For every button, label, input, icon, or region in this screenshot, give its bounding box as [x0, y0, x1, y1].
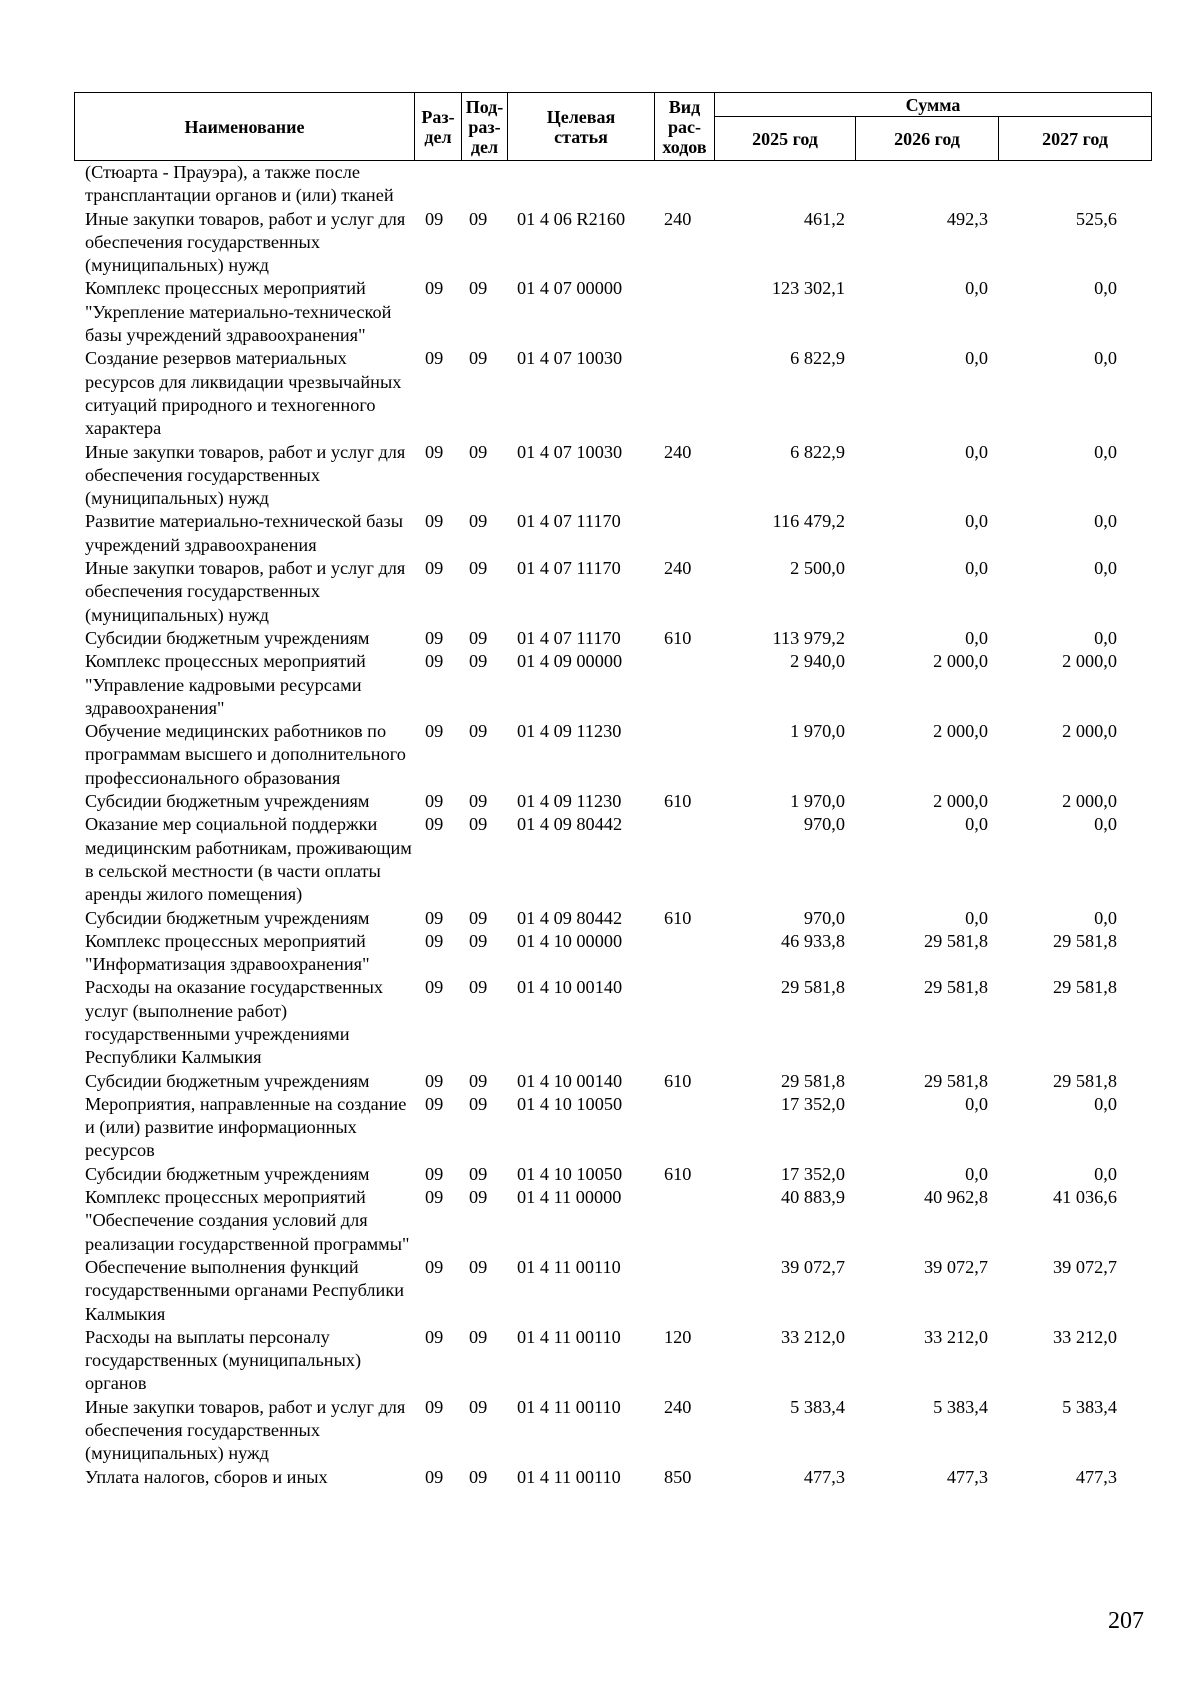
row-value-2027: 0,0: [1094, 814, 1117, 835]
row-tselevaya: 01 4 10 10050: [517, 1093, 623, 1114]
row-value-2027: 0,0: [1094, 278, 1117, 299]
row-podrazdel: 09: [469, 627, 488, 648]
row-vid: [654, 930, 714, 977]
row-razdel: 09: [425, 348, 444, 369]
header-razdel: Раз- дел: [415, 93, 462, 161]
row-value-2026: 0,0: [965, 278, 988, 299]
table-row: [74, 1466, 1151, 1489]
row-value-2025: 6 822,9: [790, 441, 845, 462]
row-podrazdel: 09: [469, 930, 488, 951]
row-value-2027: 29 581,8: [1053, 1070, 1117, 1091]
row-value-2027: 0,0: [1094, 441, 1117, 462]
row-vid: 610: [664, 1163, 692, 1184]
row-name: Обучение медицинских работников по программам высшего и дополнительного профессионального образования: [85, 721, 406, 788]
row-name: Субсидии бюджетным учреждениям: [85, 1163, 370, 1184]
row-razdel: 09: [425, 721, 444, 742]
row-value-2025: 123 302,1: [771, 278, 845, 299]
budget-table: [74, 92, 1151, 1489]
row-value-2026: 0,0: [965, 627, 988, 648]
row-podrazdel: 09: [469, 1326, 488, 1347]
row-value-2026: 39 072,7: [924, 1256, 988, 1277]
table-row: [74, 930, 1151, 977]
row-podrazdel: 09: [469, 721, 488, 742]
row-name: Иные закупки товаров, работ и услуг для обеспечения государственных (муниципальных) нужд: [85, 208, 406, 276]
row-razdel: 09: [425, 930, 444, 951]
row-value-2027: 0,0: [1094, 907, 1117, 928]
table-row: [74, 1093, 1151, 1163]
header-name: Наименование: [75, 93, 415, 161]
row-value-2027: [998, 161, 1127, 208]
row-tselevaya: 01 4 09 11230: [517, 721, 622, 742]
table-row: [74, 277, 1151, 347]
row-podrazdel: 09: [469, 348, 488, 369]
row-value-2025: 5 383,4: [790, 1396, 845, 1417]
row-name: Оказание мер социальной поддержки медицинским работникам, проживающим в сельской местности (в части оплаты аренды жилого помещения): [85, 814, 412, 905]
table-row: [74, 1186, 1151, 1256]
row-vid: [654, 1093, 714, 1163]
row-podrazdel: 09: [469, 441, 488, 462]
row-podrazdel: 09: [469, 907, 488, 928]
row-value-2025: 29 581,8: [781, 1070, 845, 1091]
row-value-2027: 33 212,0: [1053, 1326, 1117, 1347]
row-value-2025: 33 212,0: [781, 1326, 845, 1347]
row-value-2027: 0,0: [1094, 1163, 1117, 1184]
row-value-2025: 116 479,2: [772, 511, 845, 532]
row-value-2027: 477,3: [1075, 1466, 1117, 1487]
row-value-2026: 0,0: [965, 1163, 988, 1184]
header-vid: Вид рас- ходов: [655, 93, 715, 161]
row-value-2026: 492,3: [946, 208, 988, 229]
row-value-2026: 2 000,0: [933, 651, 988, 672]
row-name: Комплекс процессных мероприятий "Информатизация здравоохранения": [85, 930, 370, 975]
row-vid: [654, 650, 714, 720]
row-vid: [654, 347, 714, 440]
row-vid: 610: [664, 627, 692, 648]
row-podrazdel: 09: [469, 1466, 488, 1487]
row-value-2026: 40 962,8: [924, 1187, 988, 1208]
row-value-2026: 477,3: [946, 1466, 988, 1487]
row-name: Развитие материально-технической базы учреждений здравоохранения: [85, 511, 404, 555]
row-name: Иные закупки товаров, работ и услуг для обеспечения государственных (муниципальных) нужд: [85, 441, 406, 509]
row-vid: 610: [664, 907, 692, 928]
header-podrazdel: Под- раз- дел: [462, 93, 508, 161]
row-value-2025: 1 970,0: [790, 721, 845, 742]
page-number: 207: [1108, 1608, 1144, 1634]
table-row: [74, 208, 1151, 278]
row-podrazdel: 09: [469, 1396, 488, 1417]
row-name: Мероприятия, направленные на создание и (или) развитие информационных ресурсов: [85, 1093, 407, 1161]
header-2026: 2026 год: [856, 117, 999, 161]
row-value-2026: 0,0: [965, 348, 988, 369]
row-value-2026: 0,0: [965, 1093, 988, 1114]
row-vid: [654, 1256, 714, 1326]
row-vid: 610: [664, 791, 692, 812]
row-podrazdel: 09: [469, 1163, 488, 1184]
row-tselevaya: 01 4 11 00000: [517, 1187, 622, 1208]
row-tselevaya: 01 4 11 00110: [517, 1326, 621, 1347]
row-podrazdel: 09: [469, 1256, 488, 1277]
row-name: Комплекс процессных мероприятий "Управление кадровыми ресурсами здравоохранения": [85, 651, 366, 718]
row-tselevaya: 01 4 09 80442: [517, 907, 623, 928]
row-tselevaya: 01 4 09 11230: [517, 791, 622, 812]
row-value-2027: 39 072,7: [1053, 1256, 1117, 1277]
row-razdel: 09: [425, 1093, 444, 1114]
table-row: [74, 907, 1151, 930]
row-podrazdel: 09: [469, 651, 488, 672]
row-tselevaya: 01 4 11 00110: [517, 1396, 621, 1417]
row-value-2025: 17 352,0: [781, 1093, 845, 1114]
table-row: [74, 976, 1151, 1069]
row-name: Расходы на оказание государственных услуг (выполнение работ) государственными учреждениями Республики Калмыкия: [85, 977, 384, 1068]
row-razdel: 09: [425, 278, 444, 299]
row-value-2025: 46 933,8: [781, 930, 845, 951]
row-tselevaya: 01 4 11 00110: [517, 1256, 621, 1277]
row-podrazdel: 09: [469, 1093, 488, 1114]
row-value-2025: 2 940,0: [790, 651, 845, 672]
row-value-2027: 5 383,4: [1062, 1396, 1117, 1417]
row-razdel: 09: [425, 907, 444, 928]
row-name: Комплекс процессных мероприятий "Укрепление материально-технической базы учреждений здравоохранения": [85, 278, 392, 346]
row-name: Расходы на выплаты персоналу государственных (муниципальных) органов: [85, 1326, 362, 1394]
row-razdel: 09: [425, 814, 444, 835]
row-podrazdel: 09: [469, 791, 488, 812]
table-row: [74, 510, 1151, 557]
row-value-2026: 29 581,8: [924, 977, 988, 998]
row-razdel: 09: [425, 1326, 444, 1347]
table-row: [74, 1163, 1151, 1186]
row-razdel: 09: [425, 1466, 444, 1487]
table-header: [74, 92, 1152, 161]
row-value-2026: 33 212,0: [924, 1326, 988, 1347]
row-value-2027: 0,0: [1094, 558, 1117, 579]
table-row: [74, 161, 1151, 208]
row-name: Уплата налогов, сборов и иных: [85, 1466, 328, 1487]
row-name: Субсидии бюджетным учреждениям: [85, 627, 370, 648]
row-razdel: 09: [425, 1163, 444, 1184]
row-value-2025: 461,2: [803, 208, 845, 229]
table-row: [74, 557, 1151, 627]
row-value-2025: 1 970,0: [790, 791, 845, 812]
row-value-2025: 6 822,9: [790, 348, 845, 369]
table-row: [74, 627, 1151, 650]
row-razdel: 09: [425, 1396, 444, 1417]
row-value-2026: 29 581,8: [924, 1070, 988, 1091]
row-value-2025: 970,0: [803, 907, 845, 928]
row-value-2025: 39 072,7: [781, 1256, 845, 1277]
row-name: Субсидии бюджетным учреждениям: [85, 1070, 370, 1091]
row-vid: 610: [664, 1070, 692, 1091]
row-podrazdel: 09: [469, 278, 488, 299]
row-name: Иные закупки товаров, работ и услуг для обеспечения государственных (муниципальных) нужд: [85, 558, 406, 625]
table-row: [74, 813, 1151, 906]
row-value-2026: 2 000,0: [933, 721, 988, 742]
row-podrazdel: [461, 161, 507, 208]
row-name: Субсидии бюджетным учреждениям: [85, 907, 370, 928]
row-name: (Стюарта - Прауэра), а также после трансплантации органов и (или) тканей: [85, 162, 394, 206]
row-vid: [654, 720, 714, 790]
row-value-2027: 2 000,0: [1062, 651, 1117, 672]
row-razdel: 09: [425, 791, 444, 812]
row-value-2025: 40 883,9: [781, 1187, 845, 1208]
table-row: [74, 441, 1151, 511]
row-value-2026: 2 000,0: [933, 791, 988, 812]
row-tselevaya: 01 4 10 10050: [517, 1163, 623, 1184]
row-name: Иные закупки товаров, работ и услуг для обеспечения государственных (муниципальных) нужд: [85, 1396, 406, 1464]
row-value-2025: 2 500,0: [790, 558, 845, 579]
row-razdel: 09: [425, 511, 444, 532]
row-tselevaya: [507, 161, 654, 208]
row-tselevaya: 01 4 07 11170: [517, 558, 621, 579]
row-value-2027: 2 000,0: [1062, 721, 1117, 742]
row-podrazdel: 09: [469, 977, 488, 998]
row-tselevaya: 01 4 06 R2160: [517, 208, 626, 229]
row-vid: [654, 976, 714, 1069]
row-podrazdel: 09: [469, 1187, 488, 1208]
row-value-2026: 0,0: [965, 907, 988, 928]
row-tselevaya: 01 4 07 00000: [517, 278, 623, 299]
row-name: Комплекс процессных мероприятий "Обеспечение создания условий для реализации государственной программы": [85, 1187, 410, 1254]
row-razdel: 09: [425, 1187, 444, 1208]
table-row: [74, 1256, 1151, 1326]
row-value-2027: 2 000,0: [1062, 791, 1117, 812]
row-tselevaya: 01 4 09 00000: [517, 651, 623, 672]
table-row: [74, 1070, 1151, 1093]
row-tselevaya: 01 4 07 10030: [517, 348, 623, 369]
table-row: [74, 1396, 1151, 1466]
table-row: [74, 347, 1151, 440]
row-podrazdel: 09: [469, 814, 488, 835]
row-vid: [654, 1186, 714, 1256]
row-razdel: [414, 161, 461, 208]
row-podrazdel: 09: [469, 511, 488, 532]
row-razdel: 09: [425, 977, 444, 998]
row-value-2025: 17 352,0: [781, 1163, 845, 1184]
row-vid: 240: [664, 1396, 692, 1417]
row-vid: 240: [664, 558, 692, 579]
row-value-2027: 0,0: [1094, 1093, 1117, 1114]
row-value-2026: 0,0: [965, 441, 988, 462]
row-tselevaya: 01 4 10 00000: [517, 930, 623, 951]
table-row: [74, 720, 1151, 790]
row-value-2025: 970,0: [803, 814, 845, 835]
row-razdel: 09: [425, 1256, 444, 1277]
row-vid: 850: [664, 1466, 692, 1487]
row-razdel: 09: [425, 441, 444, 462]
row-value-2027: 41 036,6: [1053, 1187, 1117, 1208]
row-value-2026: 0,0: [965, 558, 988, 579]
row-value-2026: 0,0: [965, 511, 988, 532]
row-value-2027: 29 581,8: [1053, 977, 1117, 998]
header-2025: 2025 год: [715, 117, 856, 161]
header-2027: 2027 год: [999, 117, 1152, 161]
row-value-2025: 477,3: [803, 1466, 845, 1487]
row-vid: [654, 161, 714, 208]
row-value-2027: 0,0: [1094, 627, 1117, 648]
row-vid: 240: [664, 208, 692, 229]
row-tselevaya: 01 4 10 00140: [517, 1070, 623, 1091]
row-razdel: 09: [425, 651, 444, 672]
table-row: [74, 650, 1151, 720]
header-summa: Сумма: [715, 93, 1152, 117]
row-value-2026: 0,0: [965, 814, 988, 835]
row-tselevaya: 01 4 07 11170: [517, 627, 621, 648]
row-vid: 120: [664, 1326, 692, 1347]
row-value-2026: 5 383,4: [933, 1396, 988, 1417]
row-vid: [654, 277, 714, 347]
row-podrazdel: 09: [469, 558, 488, 579]
row-value-2025: 29 581,8: [781, 977, 845, 998]
row-name: Создание резервов материальных ресурсов для ликвидации чрезвычайных ситуаций природного и техногенного характера: [85, 348, 402, 439]
row-value-2027: 525,6: [1075, 208, 1117, 229]
row-value-2027: 0,0: [1094, 511, 1117, 532]
row-name: Субсидии бюджетным учреждениям: [85, 791, 370, 812]
table-body: [74, 161, 1151, 1489]
row-value-2025: [714, 161, 855, 208]
row-tselevaya: 01 4 11 00110: [517, 1466, 621, 1487]
row-vid: [654, 510, 714, 557]
row-tselevaya: 01 4 07 10030: [517, 441, 623, 462]
row-razdel: 09: [425, 1070, 444, 1091]
row-value-2027: 0,0: [1094, 348, 1117, 369]
row-razdel: 09: [425, 627, 444, 648]
row-vid: 240: [664, 441, 692, 462]
row-value-2026: 29 581,8: [924, 930, 988, 951]
row-razdel: 09: [425, 208, 444, 229]
row-value-2026: [855, 161, 998, 208]
row-podrazdel: 09: [469, 208, 488, 229]
row-tselevaya: 01 4 09 80442: [517, 814, 623, 835]
row-value-2025: 113 979,2: [772, 627, 845, 648]
table-row: [74, 1326, 1151, 1396]
row-name: Обеспечение выполнения функций государственными органами Республики Калмыкия: [85, 1256, 404, 1324]
row-tselevaya: 01 4 07 11170: [517, 511, 621, 532]
row-vid: [654, 813, 714, 906]
header-tselevaya: Целевая статья: [508, 93, 655, 161]
table-row: [74, 790, 1151, 813]
row-value-2027: 29 581,8: [1053, 930, 1117, 951]
row-tselevaya: 01 4 10 00140: [517, 977, 623, 998]
row-podrazdel: 09: [469, 1070, 488, 1091]
row-razdel: 09: [425, 558, 444, 579]
